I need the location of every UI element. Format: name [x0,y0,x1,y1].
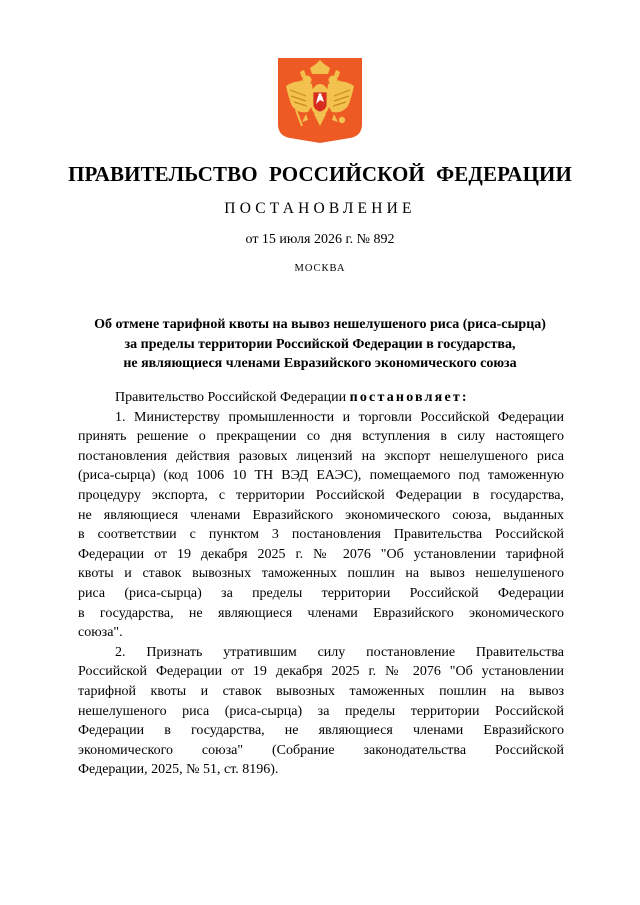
paragraph-line: Российской Федерации от 19 декабря 2025 г. № 2076 "Об установлении [78,664,564,680]
document-body [78,388,564,780]
paragraph-line: нешелушеного риса (риса-сырца) за пределы территории Российской [78,703,564,719]
paragraph-line: не являющиеся членами Евразийского экономического союза, выданных [78,507,564,523]
document-date-number: от 15 июля 2026 г. № 892 [245,232,395,247]
paragraph-line: (риса-сырца) (код 1006 10 ТН ВЭД ЕАЭС), помещаемого под таможенную [78,468,564,484]
paragraph-line: Федерации в государства, не являющиеся членами Евразийского [78,723,564,739]
subject-line: Об отмене тарифной квоты на вывоз нешелушеного риса (риса-сырца) [94,317,546,332]
paragraph-line: 1. Министерству промышленности и торговли Российской Федерации [115,409,564,425]
paragraph-line: принять решение о прекращении со дня вступления в силу настоящего [78,429,564,445]
document-type: ПОСТАНОВЛЕНИЕ [224,200,416,217]
paragraph-line: процедуру экспорта, с территории Российской Федерации в государства, [78,487,564,503]
document-city: МОСКВА [294,263,346,274]
paragraph-line: постановления действия разовых лицензий на экспорт нешелушеного риса [78,448,564,464]
preamble [78,388,564,408]
paragraph-line: в государства, не являющиеся членами Евразийского экономического [78,605,564,621]
paragraph-line: Федерации от 19 декабря 2025 г. № 2076 "Об установлении тарифной [78,546,564,562]
paragraph-line: в соответствии с пунктом 3 постановления Правительства Российской [78,527,564,543]
paragraph-line: союза". [78,625,123,641]
paragraph-line: тарифной квоты и ставок вывозных таможенных пошлин на вывоз [78,683,564,699]
paragraph-2 [78,643,564,780]
coat-of-arms-icon [276,56,364,144]
government-title: ПРАВИТЕЛЬСТВО РОССИЙСКОЙ ФЕДЕРАЦИИ [68,162,572,186]
paragraph-line: квоты и ставок вывозных таможенных пошлин на вывоз нешелушеного [78,566,564,582]
paragraph-line: риса (риса-сырца) за пределы территории Российской Федерации [78,585,564,601]
subject-line: не являющиеся членами Евразийского экономического союза [123,356,517,371]
paragraph-1 [78,408,564,643]
subject-line: за пределы территории Российской Федерации в государства, [124,336,516,352]
paragraph-line: 2. Признать утратившим силу постановление Правительства [115,644,564,660]
preamble-decree: постановляет: [349,390,469,405]
paragraph-line: экономического союза" (Собрание законодательства Российской [78,742,564,758]
preamble-text: Правительство Российской Федерации [115,390,350,405]
document-subject [60,315,580,374]
paragraph-line: Федерации, 2025, № 51, ст. 8196). [78,762,279,778]
